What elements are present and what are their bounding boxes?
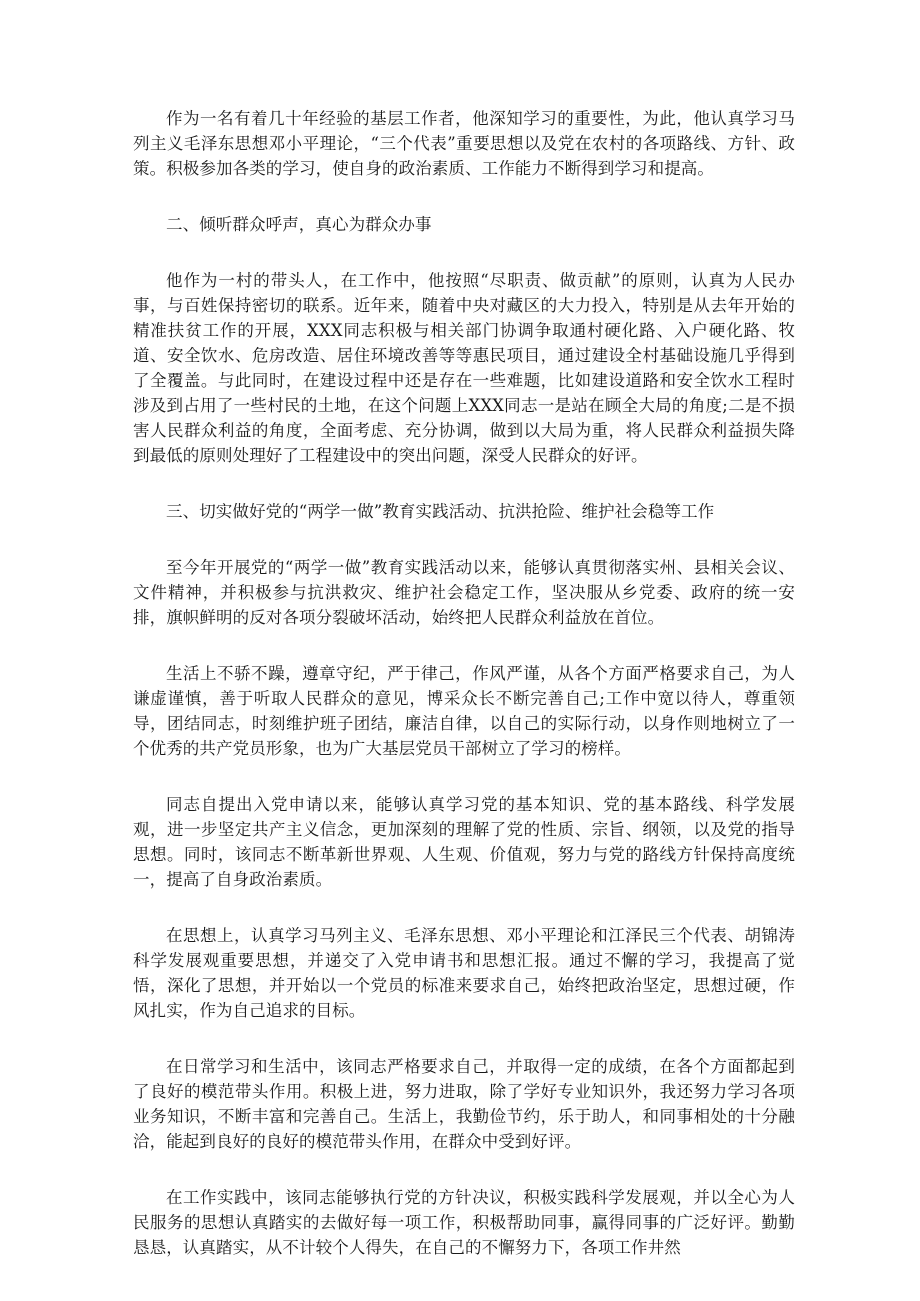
paragraph-village-leader: 他作为一村的带头人，在工作中，他按照“尽职责、做贡献”的原则，认真为人民办事，与百姓保持密切的联系。近年来，随着中央对藏区的大力投入，特别是从去年开始的精准扶贫工作的开展，XXX同志积极与相关部门协调争取通村硬化路、入户硬化路、牧道、安全饮水、危房改造、居住环境改善等等惠民项目，通过建设全村基础设施几乎得到了全覆盖。与此同时，在建设过程中还是存在一些难题，比如建设道路和安全饮水工程时涉及到占用了一些村民的土地，在这个问题上XXX同志一是站在顾全大局的角度;二是不损害人民群众利益的角度，全面考虑、充分协调，做到以大局为重，将人民群众利益损失降到最低的原则处理好了工程建设中的突出问题，深受人民群众的好评。 <box>133 271 795 465</box>
paragraph-study: 作为一名有着几十年经验的基层工作者，他深知学习的重要性，为此，他认真学习马列主义毛泽东思想邓小平理论，“三个代表”重要思想以及党在农村的各项路线、方针、政策。积极参加各类的学习，使自身的政治素质、工作能力不断得到学习和提高。 <box>133 109 795 178</box>
document-body <box>133 106 795 1291</box>
section-heading-3: 三、切实做好党的“两学一做”教育实践活动、抗洪抢险、维护社会稳等工作 <box>166 502 715 521</box>
paragraph-party-application: 同志自提出入党申请以来，能够认真学习党的基本知识、党的基本路线、科学发展观，进一步坚定共产主义信念，更加深刻的理解了党的性质、宗旨、纲领，以及党的指导思想。同时，该同志不断革新世界观、人生观、价值观，努力与党的路线方针保持高度统一，提高了自身政治素质。 <box>133 795 795 889</box>
paragraph-two-studies: 至今年开展党的“两学一做”教育实践活动以来，能够认真贯彻落实州、县相关会议、文件精神，并积极参与抗洪救灾、维护社会稳定工作，坚决服从乡党委、政府的统一安排，旗帜鲜明的反对各项分裂破坏活动，始终把人民群众利益放在首位。 <box>133 558 795 627</box>
paragraph-ideology: 在思想上，认真学习马列主义、毛泽东思想、邓小平理论和江泽民三个代表、胡锦涛科学发展观重要思想，并递交了入党申请书和思想汇报。通过不懈的学习，我提高了觉悟，深化了思想，并开始以一个党员的标准来要求自己，始终把政治坚定，思想过硬，作风扎实，作为自己追求的目标。 <box>133 926 795 1020</box>
paragraph-daily-life: 在日常学习和生活中，该同志严格要求自己，并取得一定的成绩，在各个方面都起到了良好的模范带头作用。积极上进，努力进取，除了学好专业知识外，我还努力学习各项业务知识，不断丰富和完善自己。生活上，我勤俭节约，乐于助人，和同事相处的十分融洽，能起到良好的良好的模范带头作用，在群众中受到好评。 <box>133 1057 795 1151</box>
paragraph-life-conduct: 生活上不骄不躁，遵章守纪，严于律己，作风严谨，从各个方面严格要求自己，为人谦虚谨慎，善于听取人民群众的意见，博采众长不断完善自己;工作中宽以待人，尊重领导，团结同志，时刻维护班子团结，廉洁自律，以自己的实际行动，以身作则地树立了一个优秀的共产党员形象，也为广大基层党员干部树立了学习的榜样。 <box>133 664 795 758</box>
paragraph-work-practice: 在工作实践中，该同志能够执行党的方针决议，积极实践科学发展观，并以全心为人民服务的思想认真踏实的去做好每一项工作，积极帮助同事，赢得同事的广泛好评。勤勤恳恳，认真踏实，从不计较个人得失，在自己的不懈努力下，各项工作井然 <box>133 1188 795 1257</box>
section-heading-2: 二、倾听群众呼声，真心为群众办事 <box>166 215 432 234</box>
